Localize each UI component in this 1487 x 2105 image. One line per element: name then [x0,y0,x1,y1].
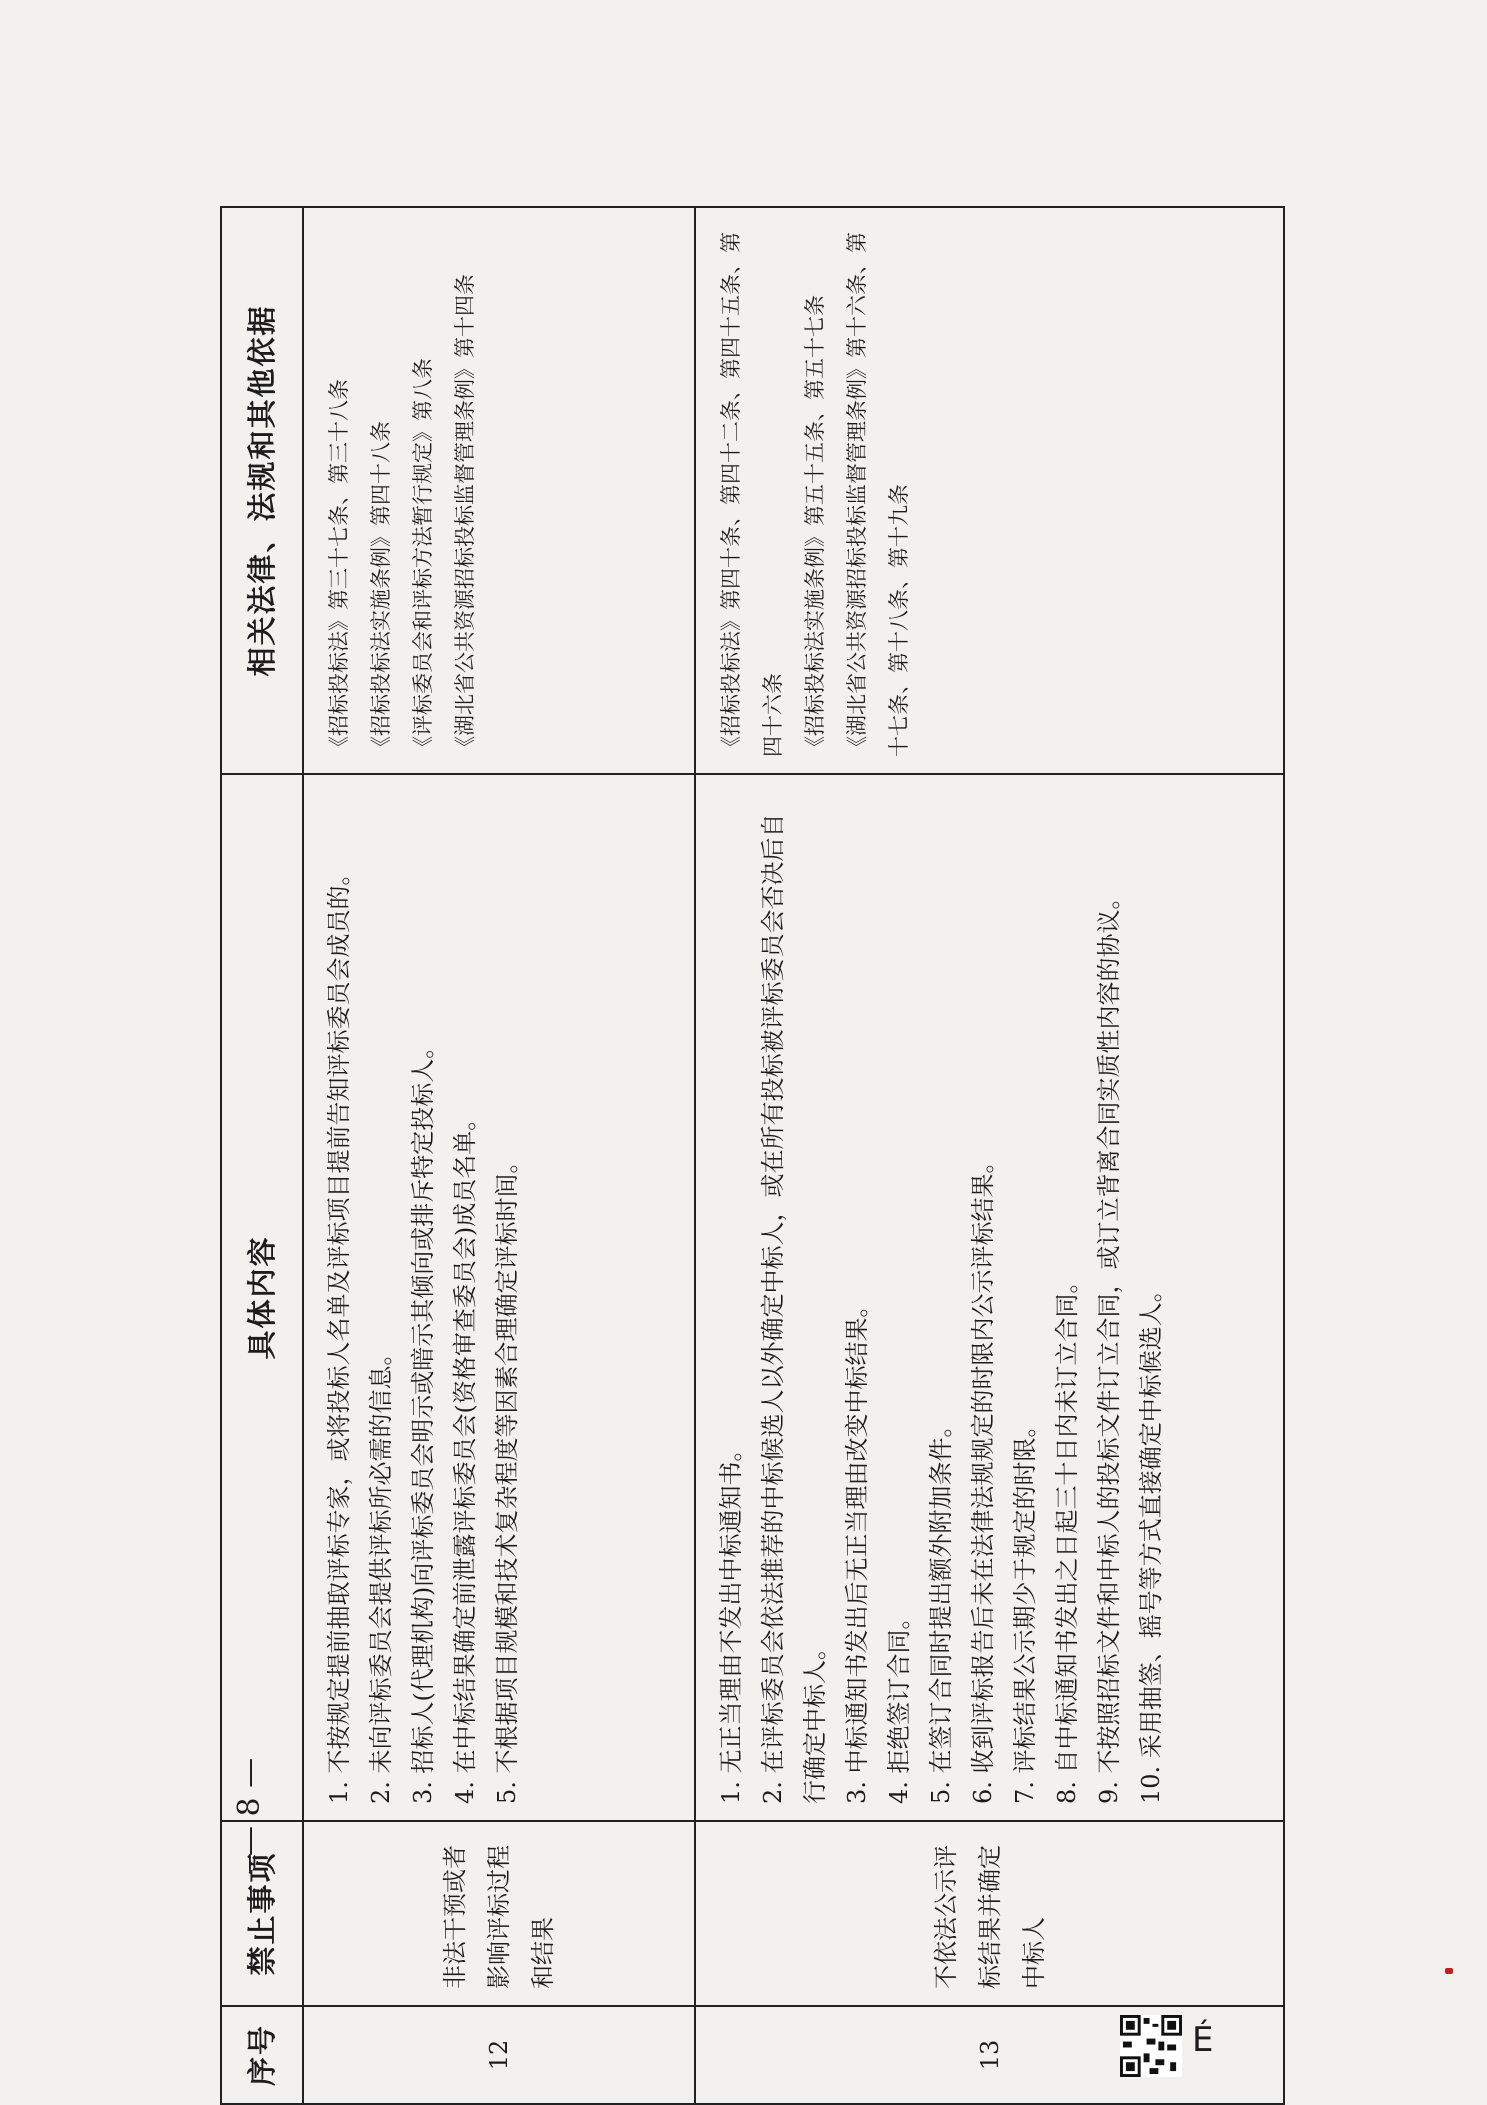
header-content: 具体内容 [221,774,303,1821]
header-num: 序号 [221,2006,303,2104]
row-number: 13 [695,2006,1284,2104]
basis-cell [303,207,695,774]
basis-line: 《招标投标法实施条例》第四十八条 [369,421,393,757]
basis-line: 《招标投标法》第四十条、第四十二条、第四十五条、第四十六条 [719,232,785,757]
row-number: 12 [303,2006,695,2104]
table-row [303,207,695,2104]
content-line: 5. 不根据项目规模和技术复杂程度等因素合理确定评标时间。 [493,1149,521,1804]
content-line: 3. 中标通知书发出后无正当理由改变中标结果。 [843,1293,871,1804]
content-line: 1. 不按规定提前抽取评标专家，或将投标人名单及评标项目提前告知评标委员会成员的。 [325,861,353,1804]
content-line: 4. 拒绝签订合同。 [885,1605,913,1804]
content-line: 2. 未向评标委员会提供评标所必需的信息。 [367,1341,395,1804]
basis-line: 《评标委员会和评标方法暂行规定》第八条 [411,358,435,757]
content-cell [303,774,695,1821]
content-line: 6. 收到评标报告后未在法律法规规定的时限内公示评标结果。 [969,1149,997,1804]
header-basis: 相关法律、法规和其他依据 [221,207,303,774]
content-line: 10. 采用抽签、摇号等方式直接确定中标候选人。 [1137,1278,1165,1804]
table-row [695,207,1284,2104]
basis-line: 《招标投标法》第三十七条、第三十八条 [327,379,351,757]
content-line: 5. 在签订合同时提出额外附加条件。 [927,1413,955,1804]
qr-letter: É [1192,2020,1214,2060]
ink-speck [1445,1968,1453,1974]
qr-code-icon [1120,2015,1182,2077]
content-line: 3. 招标人(代理机构)向评标委员会明示或暗示其倾向或排斥特定投标人。 [409,1034,437,1804]
regulation-table-wrapper [220,208,1285,2105]
content-line: 4. 在中标结果确定前泄露评标委员会(资格审查委员会)成员名单。 [451,1106,479,1804]
content-line: 2. 在评标委员会依法推荐的中标候选人以外确定中标人，或在所有投标被评标委员会否决后自行确定中标人。 [759,813,829,1804]
basis-cell [695,207,1284,774]
content-cell [695,774,1284,1821]
content-line: 1. 无正当理由不发出中标通知书。 [717,1437,745,1804]
content-line: 8. 自中标通知书发出之日起三十日内未订立合同。 [1053,1269,1081,1804]
content-line: 9. 不按照招标文件和中标人的投标文件订立合同，或订立背离合同实质性内容的协议。 [1095,885,1123,1804]
prohibited-item: 非法干预或者影响评标过程和结果 [303,1821,695,2006]
basis-line: 《招标投标法实施条例》第五十五条、第五十七条 [803,295,827,757]
basis-line: 《湖北省公共资源招标投标监督管理条例》第十六条、第十七条、第十八条、第十九条 [845,232,911,757]
header-item: 禁止事项 [221,1821,303,2006]
prohibited-item: 不依法公示评标结果并确定中标人 [695,1821,1284,2006]
page-number: — 8 — [232,1757,267,1856]
content-line: 7. 评标结果公示期少于规定的时限。 [1011,1413,1039,1804]
basis-line: 《湖北省公共资源招标投标监督管理条例》第十四条 [453,274,477,757]
regulation-table [220,206,1285,2105]
